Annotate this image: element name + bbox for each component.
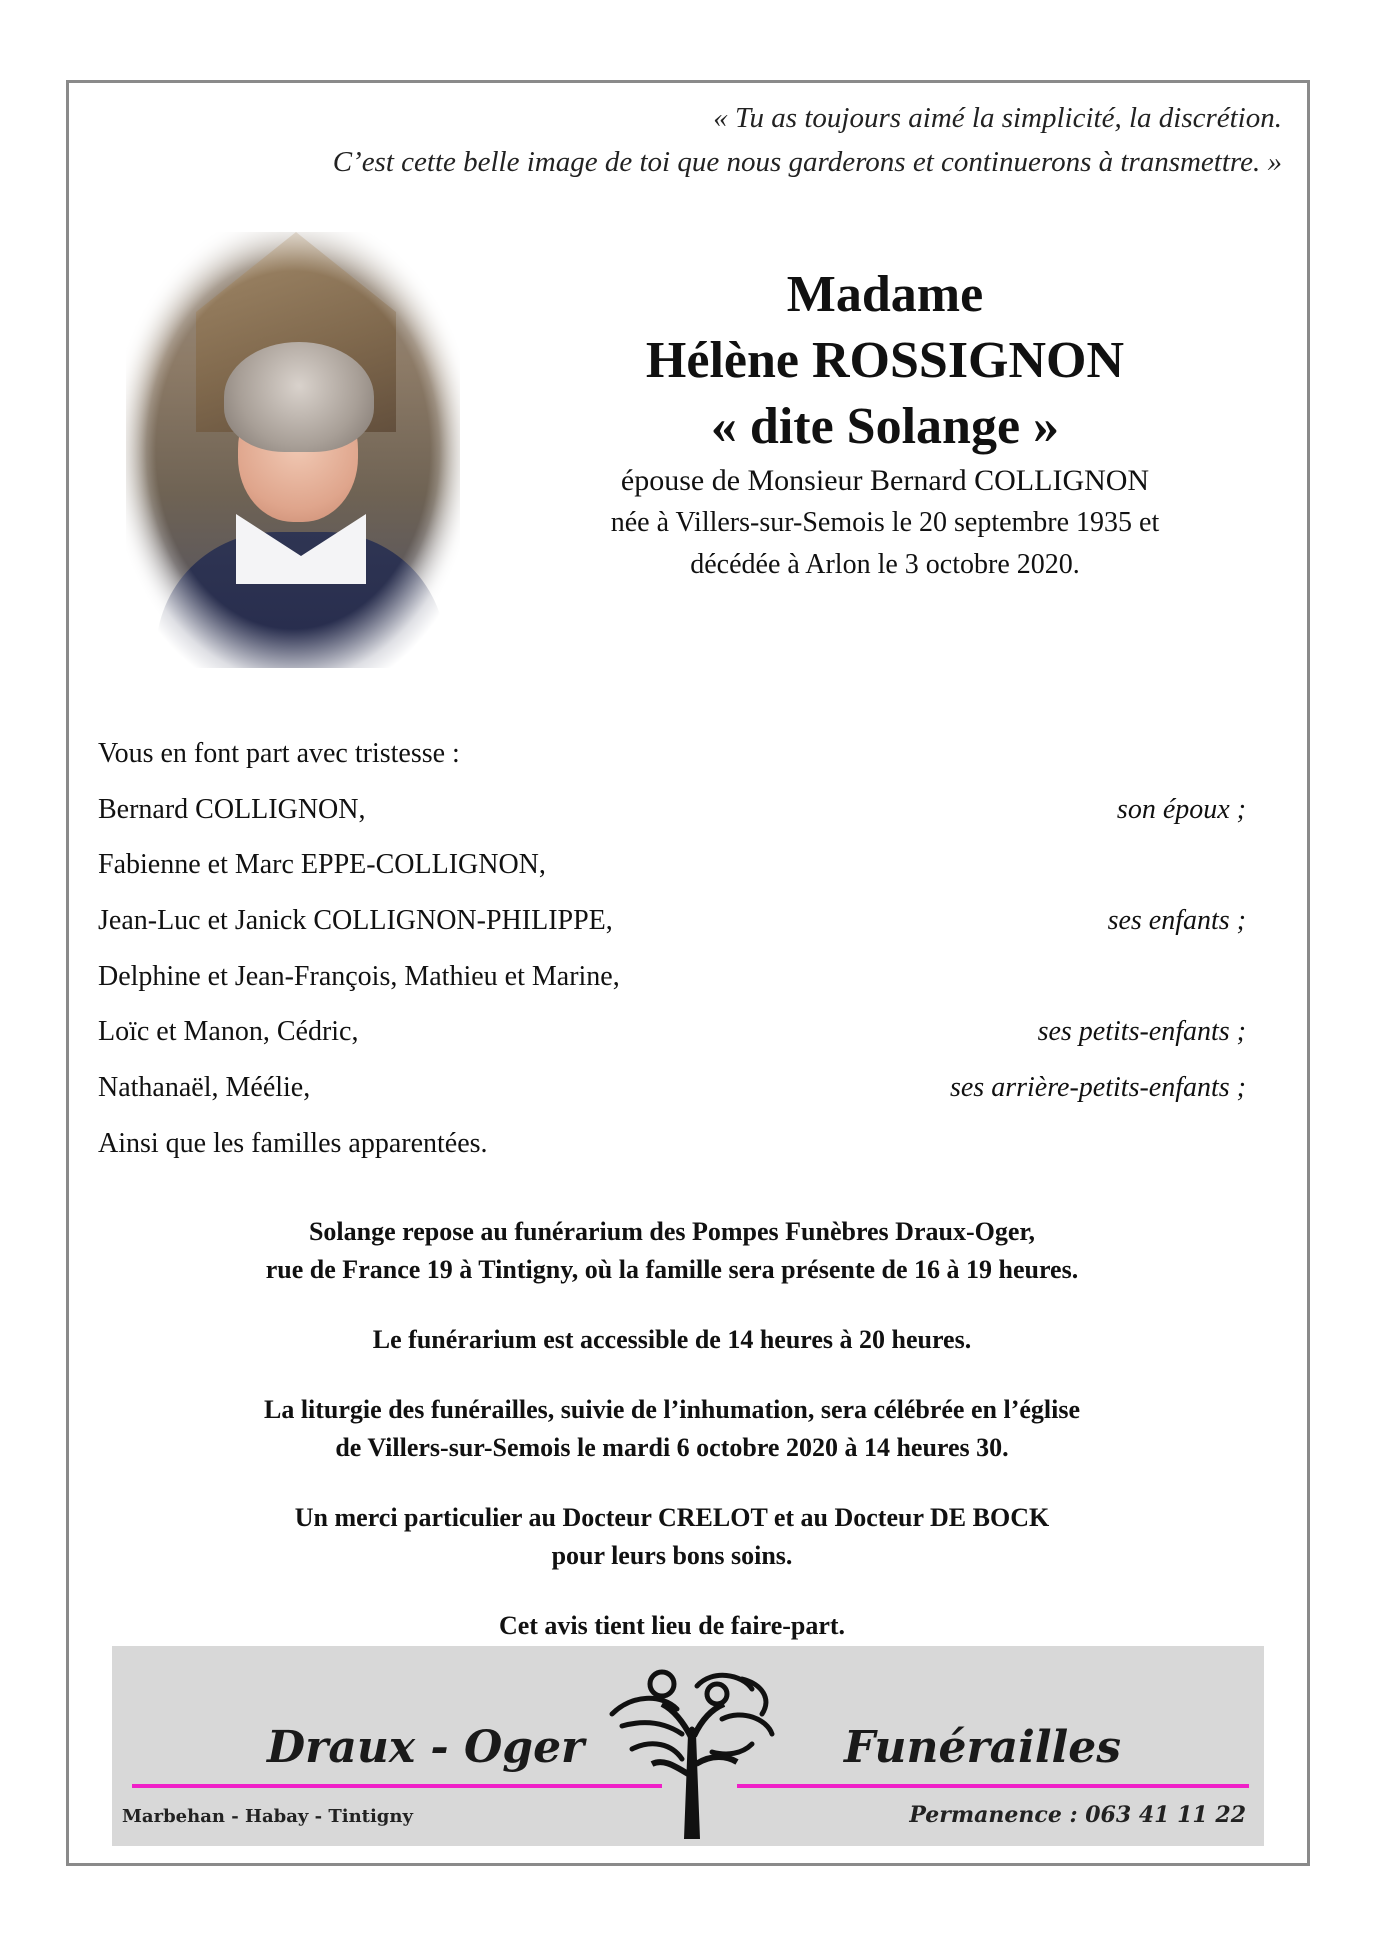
family-row <box>98 949 1246 1005</box>
deceased-title: Madame <box>786 266 984 323</box>
photo-vignette <box>126 232 460 668</box>
info-notice: Cet avis tient lieu de faire-part. <box>498 1611 846 1640</box>
family-names: Delphine et Jean-François, Mathieu et Marine, <box>98 960 620 992</box>
family-intro: Vous en font part avec tristesse : <box>98 738 460 769</box>
family-closing: Ainsi que les familles apparentées. <box>98 1127 488 1159</box>
info-thanks-line-2: pour leurs bons soins. <box>551 1541 793 1570</box>
deceased-birth: née à Villers-sur-Semois le 20 septembre 1935 et <box>610 507 1160 538</box>
family-row <box>98 1060 1246 1116</box>
family-names: Fabienne et Marc EPPE-COLLIGNON, <box>98 849 546 881</box>
brand-name: Draux - Oger <box>267 1722 585 1773</box>
info-thanks-line-1: Un merci particulier au Docteur CRELOT et au Docteur DE BOCK <box>294 1503 1050 1532</box>
info-funerarium-line-2: rue de France 19 à Tintigny, où la famille sera présente de 16 à 19 heures. <box>265 1255 1079 1284</box>
funeral-home-banner <box>112 1646 1264 1846</box>
deceased-block <box>520 262 1250 586</box>
family-relation: ses enfants ; <box>1107 905 1246 937</box>
accent-line-left <box>132 1784 662 1788</box>
family-row <box>98 1004 1246 1060</box>
portrait-photo <box>126 232 460 668</box>
epitaph-quote <box>182 96 1282 184</box>
family-closing-row <box>98 1116 1246 1172</box>
quote-line-1: « Tu as toujours aimé la simplicité, la discrétion. <box>713 102 1282 134</box>
info-liturgy-line-1: La liturgie des funérailles, suivie de l’inhumation, sera célébrée en l’église <box>263 1395 1081 1424</box>
info-thanks <box>98 1499 1246 1575</box>
info-liturgy <box>98 1391 1246 1467</box>
family-names: Nathanaël, Méélie, <box>98 1072 311 1104</box>
family-relation: son époux ; <box>1116 793 1246 825</box>
family-row <box>98 893 1246 949</box>
family-names: Loïc et Manon, Cédric, <box>98 1016 359 1048</box>
deceased-spouse: épouse de Monsieur Bernard COLLIGNON <box>620 464 1150 497</box>
info-funerarium <box>98 1213 1246 1289</box>
funeral-info <box>98 1213 1246 1677</box>
info-liturgy-line-2: de Villers-sur-Semois le mardi 6 octobre 2020 à 14 heures 30. <box>335 1433 1009 1462</box>
brand-tagline: Funérailles <box>844 1722 1122 1773</box>
info-hours: Le funérarium est accessible de 14 heures à 20 heures. <box>372 1325 972 1354</box>
family-names: Jean-Luc et Janick COLLIGNON-PHILIPPE, <box>98 905 613 937</box>
family-relation: ses arrière-petits-enfants ; <box>949 1072 1246 1104</box>
branch-towns: Marbehan - Habay - Tintigny <box>122 1806 413 1827</box>
deceased-name: Hélène ROSSIGNON <box>645 332 1125 389</box>
accent-line-right <box>737 1784 1249 1788</box>
family-names: Bernard COLLIGNON, <box>98 793 366 825</box>
family-relation: ses petits-enfants ; <box>1037 1016 1246 1048</box>
family-list <box>98 726 1246 1172</box>
family-row <box>98 782 1246 838</box>
info-funerarium-line-1: Solange repose au funérarium des Pompes Funèbres Draux-Oger, <box>308 1217 1036 1246</box>
family-intro-row <box>98 726 1246 782</box>
phone-number: Permanence : 063 41 11 22 <box>909 1802 1246 1828</box>
quote-line-2: C’est cette belle image de toi que nous garderons et continuerons à transmettre. » <box>332 146 1282 178</box>
tree-icon <box>602 1664 782 1839</box>
deceased-nickname: « dite Solange » <box>710 398 1060 455</box>
deceased-death: décédée à Arlon le 3 octobre 2020. <box>690 549 1080 580</box>
family-row <box>98 837 1246 893</box>
